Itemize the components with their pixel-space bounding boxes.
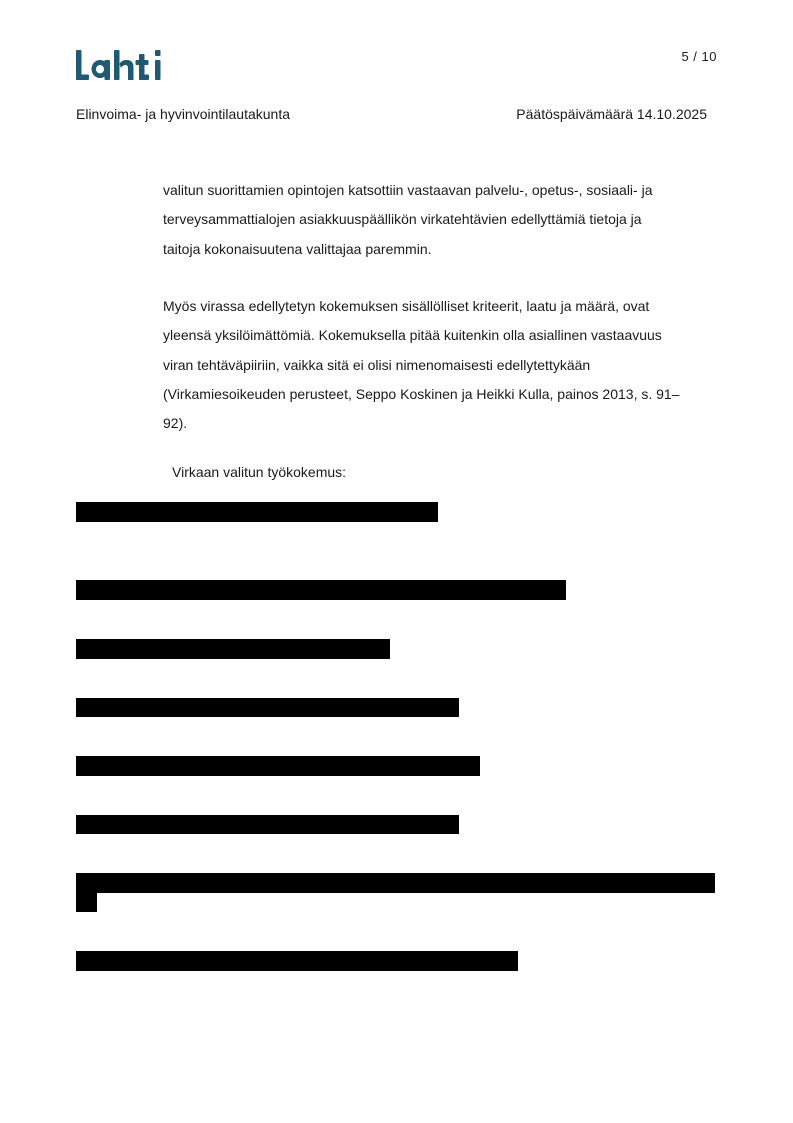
text-line: yleensä yksilöimättömiä. Kokemuksella pitää kuitenkin olla asiallinen vastaavuus [163,327,662,344]
text-line: taitoja kokonaisuutena valittajaa paremmin. [163,240,432,257]
redaction-bar [76,951,518,971]
text-line: 92). [163,415,188,432]
text-line: (Virkamiesoikeuden perusteet, Seppo Koskinen ja Heikki Kulla, painos 2013, s. 91– [163,385,680,402]
redaction-bar [76,580,566,600]
paragraph-study-assessment [163,176,713,264]
committee-name: Elinvoima- ja hyvinvointilautakunta [76,106,290,122]
text-line: Myös virassa edellytetyn kokemuksen sisällölliset kriteerit, laatu ja määrä, ovat [163,298,650,314]
redaction-bar [76,815,459,834]
lahti-logo-mark [76,48,168,82]
lahti-logo [76,48,168,82]
redaction-bar [76,639,390,659]
text-line: valitun suorittamien opintojen katsottiin vastaavan palvelu-, opetus-, sosiaali- ja [163,182,653,198]
text-line: terveysammattialojen asiakkuuspäällikön virkatehtävien edellyttämiä tietoja ja [163,211,642,228]
redaction-bar [76,502,438,522]
decision-date: Päätöspäivämäärä 14.10.2025 [516,106,707,122]
text-line: viran tehtäväpiiriin, vaikka sitä ei olisi nimenomaisesti edellytettykään [163,356,591,373]
redaction-bar [76,873,715,893]
page-number: 5 / 10 [681,49,717,64]
redaction-bar [76,892,97,912]
paragraph-experience-criteria [163,292,713,438]
work-experience-heading: Virkaan valitun työkokemus: [172,464,347,480]
redaction-bar [76,756,480,776]
redaction-bar [76,698,459,717]
